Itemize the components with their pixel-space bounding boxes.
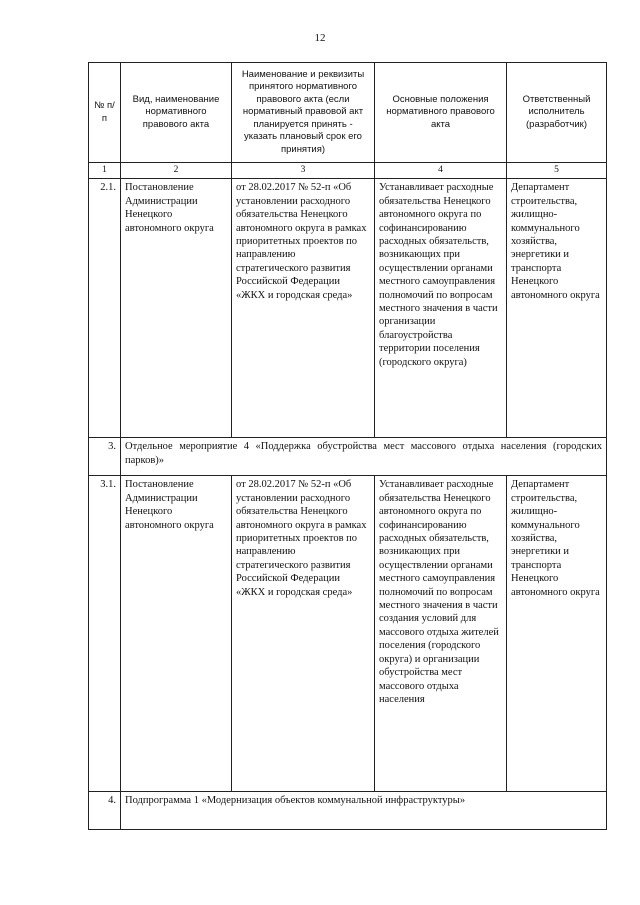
column-number: 4 <box>375 163 507 179</box>
column-number: 2 <box>121 163 232 179</box>
act-type: Постановление Администрации Ненецкого автономного округа <box>121 179 232 438</box>
act-executor: Департамент строительства, жилищно-коммунального хозяйства, энергетики и транспорта Ненецкого автономного округа <box>507 476 607 792</box>
header-type: Вид, наименование нормативного правового акта <box>121 63 232 163</box>
table-section-row <box>89 792 607 830</box>
act-type: Постановление Администрации Ненецкого автономного округа <box>121 476 232 792</box>
header-name: Наименование и реквизиты принятого нормативного правового акта (если нормативный правовой акт планируется принять - указать плановый срок его принятия) <box>232 63 375 163</box>
header-provisions: Основные положения нормативного правового акта <box>375 63 507 163</box>
column-number: 5 <box>507 163 607 179</box>
header-executor: Ответственный исполнитель (разработчик) <box>507 63 607 163</box>
row-number: 3.1. <box>89 476 121 792</box>
act-executor: Департамент строительства, жилищно-коммунального хозяйства, энергетики и транспорта Ненецкого автономного округа <box>507 179 607 438</box>
row-number: 3. <box>89 438 121 476</box>
table-section-row <box>89 438 607 476</box>
act-provisions: Устанавливает расходные обязательства Ненецкого автономного округа по софинансированию расходных обязательств, возникающих при осуществлении органами местного самоуправления полномочий по вопросам местного значения в части организации благоустройства территории поселения (городского округа) <box>375 179 507 438</box>
page-number: 12 <box>314 32 326 44</box>
column-number: 1 <box>89 163 121 179</box>
act-name: от 28.02.2017 № 52-п «Об установлении расходного обязательства Ненецкого автономного округа в рамках приоритетных проектов по направлению стратегического развития Российской Федерации «ЖКХ и городская среда» <box>232 179 375 438</box>
header-row <box>89 63 607 163</box>
header-num: № п/п <box>89 63 121 163</box>
row-number: 2.1. <box>89 179 121 438</box>
table-row <box>89 476 607 792</box>
section-title: Отдельное мероприятие 4 «Поддержка обустройства мест массового отдыха населения (городских парков)» <box>121 438 607 476</box>
row-number: 4. <box>89 792 121 830</box>
section-title: Подпрограмма 1 «Модернизация объектов коммунальной инфраструктуры» <box>121 792 607 830</box>
act-name: от 28.02.2017 № 52-п «Об установлении расходного обязательства Ненецкого автономного округа в рамках приоритетных проектов по направлению стратегического развития Российской Федерации «ЖКХ и городская среда» <box>232 476 375 792</box>
act-provisions: Устанавливает расходные обязательства Ненецкого автономного округа по софинансированию расходных обязательств, возникающих при осуществлении органами местного самоуправления полномочий по вопросам местного значения в части создания условий для массового отдыха жителей поселения (городского округа) и организации обустройства мест массового отдыха населения <box>375 476 507 792</box>
column-number: 3 <box>232 163 375 179</box>
legal-acts-table <box>88 62 607 830</box>
table-row <box>89 179 607 438</box>
column-numbers-row <box>89 163 607 179</box>
